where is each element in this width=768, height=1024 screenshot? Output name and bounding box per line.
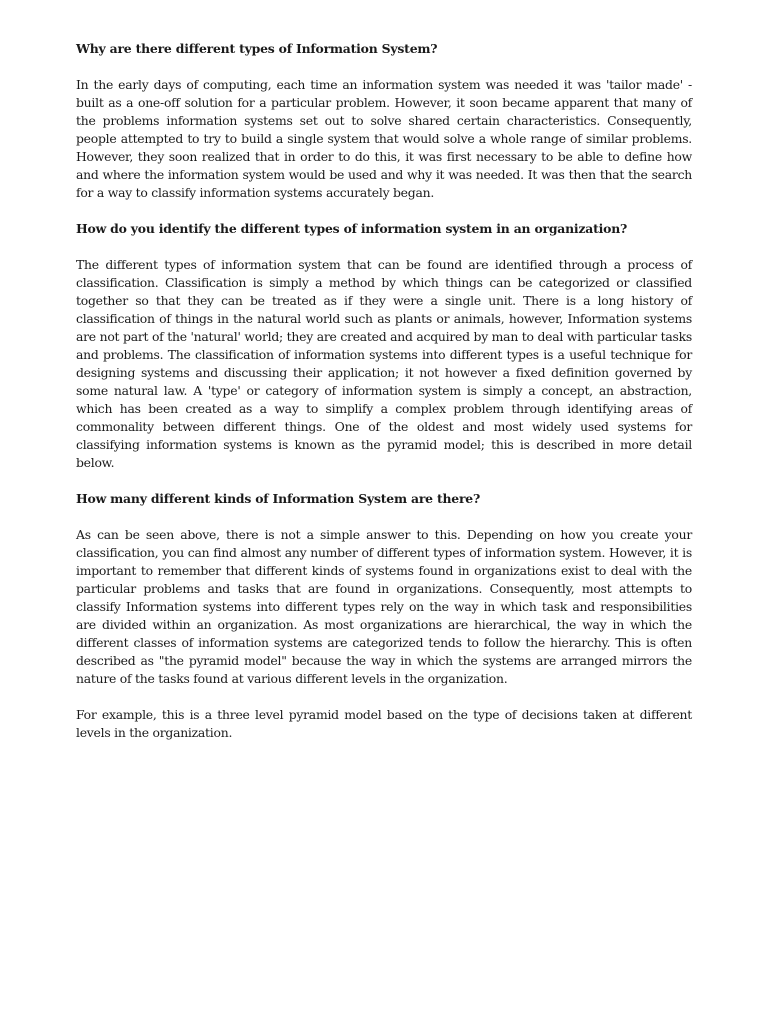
section-how-many-kinds [76,490,692,742]
body-paragraph: For example, this is a three level pyramid model based on the type of decisions taken at different levels in the organization. [76,707,692,740]
section-identify-types [76,220,692,472]
section-heading: How do you identify the different types of information system in an organization? [76,221,628,236]
section-heading: Why are there different types of Information System? [76,41,438,56]
body-paragraph: As can be seen above, there is not a simple answer to this. Depending on how you create your classification, you can find almost any number of different types of information system. However, it is important to remember that different kinds of systems found in organizations exist to deal with the particular problems and tasks that are found in organizations. Consequently, most attempts to classify Information systems into different types rely on the way in which task and responsibilities are divided within an organization. As most organizations are hierarchical, the way in which the different classes of information systems are categorized tends to follow the hierarchy. This is often described as "the pyramid model" because the way in which the systems are arranged mirrors the nature of the tasks found at various different levels in the organization. [76,527,692,686]
section-heading: How many different kinds of Information System are there? [76,491,481,506]
body-paragraph: In the early days of computing, each time an information system was needed it was 'tailor made' - built as a one-off solution for a particular problem. However, it soon became apparent that many of the problems information systems set out to solve shared certain characteristics. Consequently, people attempted to try to build a single system that would solve a whole range of similar problems. However, they soon realized that in order to do this, it was first necessary to be able to define how and where the information system would be used and why it was needed. It was then that the search for a way to classify information systems accurately began. [76,77,692,200]
section-why-different-types [76,40,692,202]
document-page [76,40,692,760]
body-paragraph: The different types of information system that can be found are identified through a process of classification. Classification is simply a method by which things can be categorized or classified together so that they can be treated as if they were a single unit. There is a long history of classification of things in the natural world such as plants or animals, however, Information systems are not part of the 'natural' world; they are created and acquired by man to deal with particular tasks and problems. The classification of information systems into different types is a useful technique for designing systems and discussing their application; it not however a fixed definition governed by some natural law. A 'type' or category of information system is simply a concept, an abstraction, which has been created as a way to simplify a complex problem through identifying areas of commonality between different things. One of the oldest and most widely used systems for classifying information systems is known as the pyramid model; this is described in more detail below. [76,257,692,470]
